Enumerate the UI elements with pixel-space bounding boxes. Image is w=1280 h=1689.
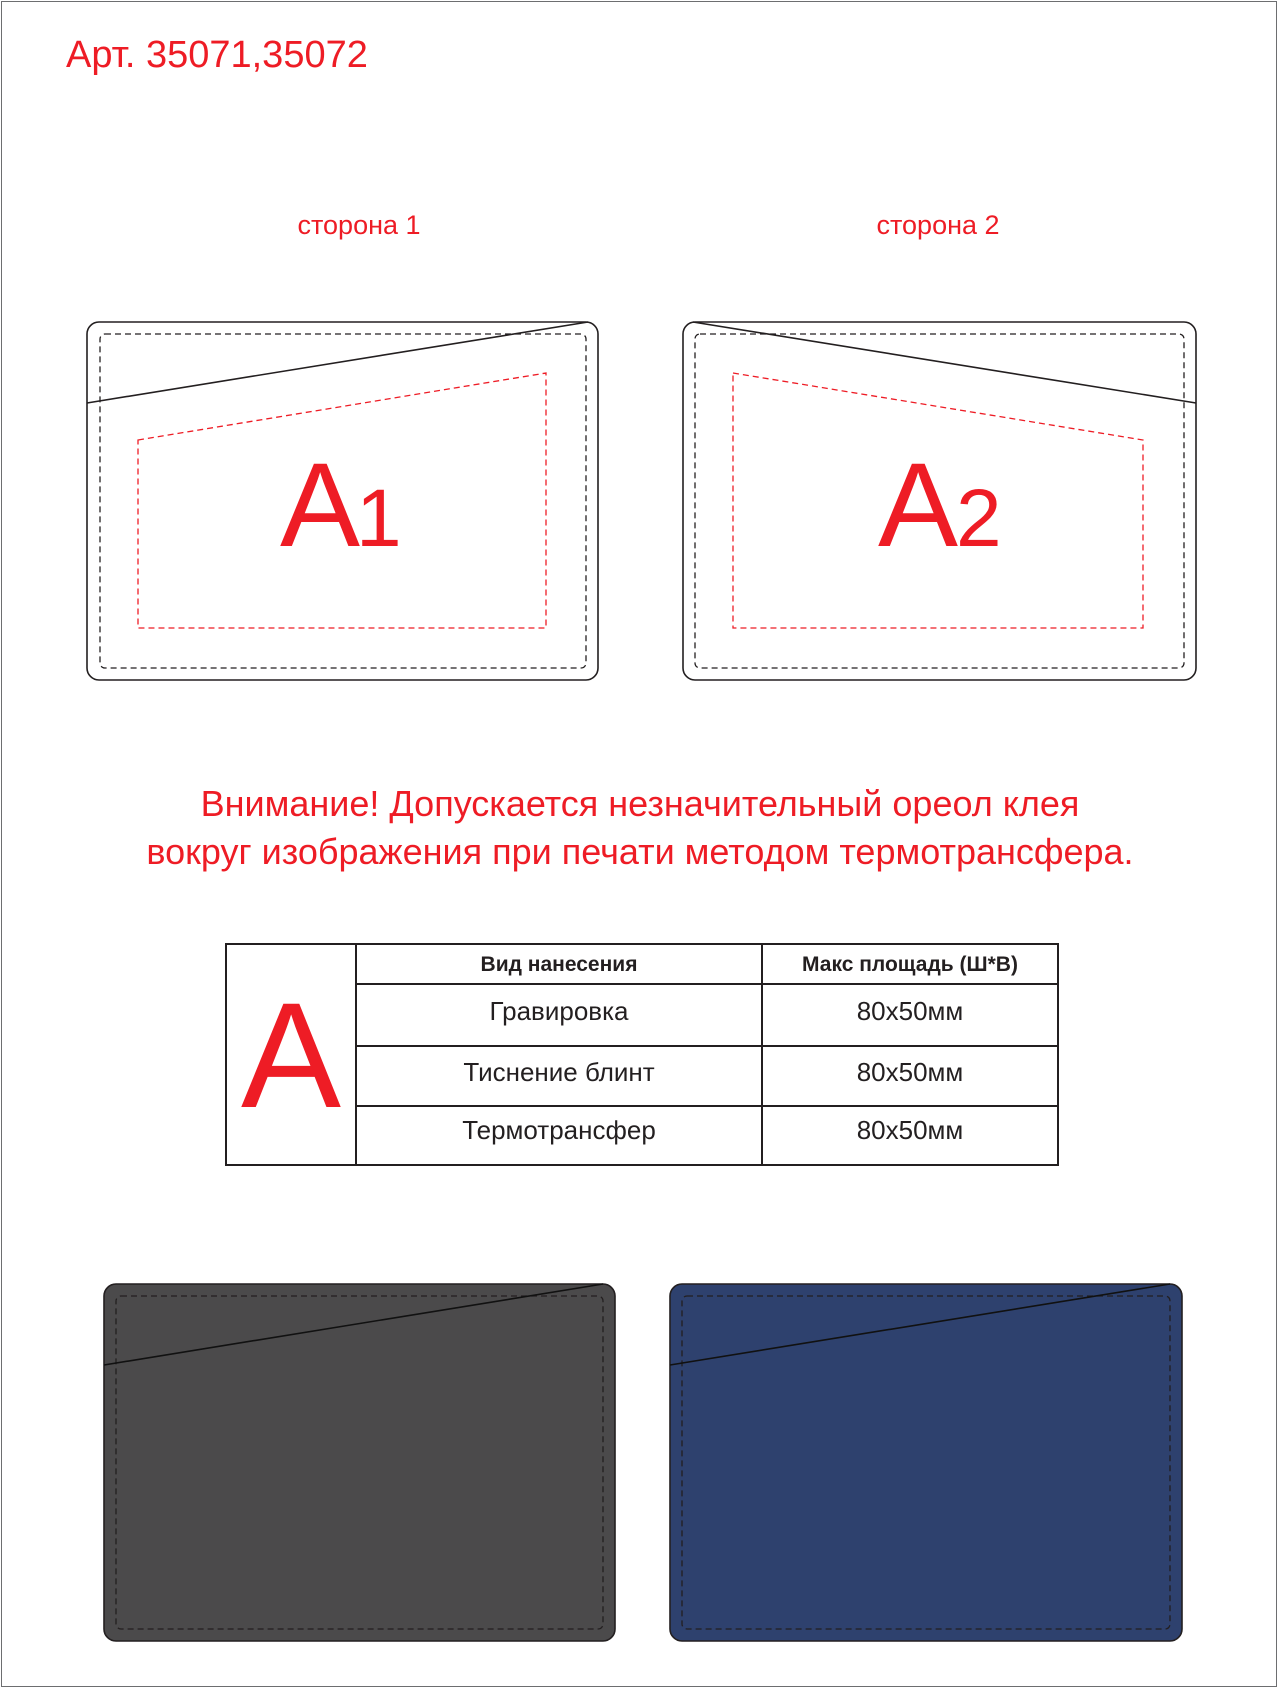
table-zone-letter: А (227, 945, 357, 1164)
zone-a2-index: 2 (956, 473, 1002, 564)
table-divider (357, 983, 1057, 985)
card-variant-gray (104, 1284, 615, 1641)
size-cell: 80x50мм (856, 1115, 964, 1145)
warning-line-1: Внимание! Допускается незначительный ореол клея (200, 783, 1080, 824)
method-cell: Гравировка (357, 985, 763, 1047)
table-row (357, 985, 1057, 1047)
card-variant-blue (670, 1284, 1182, 1641)
card-side-2 (683, 322, 1196, 680)
table-grid (357, 945, 1057, 1164)
table-row (357, 1107, 1057, 1164)
table-header-row (357, 945, 1057, 985)
application-methods-table (225, 943, 1059, 1166)
header-method: Вид нанесения (357, 945, 763, 985)
size-cell: 80x50мм (856, 1056, 964, 1087)
zone-a2-letter: А (878, 438, 959, 572)
warning-text (0, 780, 1280, 876)
side-1-label: сторона 1 (297, 210, 421, 240)
method-cell: Термотрансфер (357, 1107, 763, 1164)
article-number: Арт. 35071,35072 (66, 34, 368, 76)
header-max-area: Макс площадь (Ш*В) (802, 953, 1018, 976)
table-divider (357, 1105, 1057, 1107)
size-cell: 80x50мм (856, 995, 964, 1026)
method-cell: Тиснение блинт (357, 1047, 763, 1107)
zone-a1-letter: А (280, 438, 361, 572)
zone-a1-index: 1 (356, 473, 402, 564)
card-side-1 (87, 322, 598, 680)
table-row (357, 1047, 1057, 1107)
table-divider (357, 1045, 1057, 1047)
side-2-label: сторона 2 (876, 210, 1000, 240)
warning-line-2: вокруг изображения при печати методом термотрансфера. (146, 831, 1134, 872)
